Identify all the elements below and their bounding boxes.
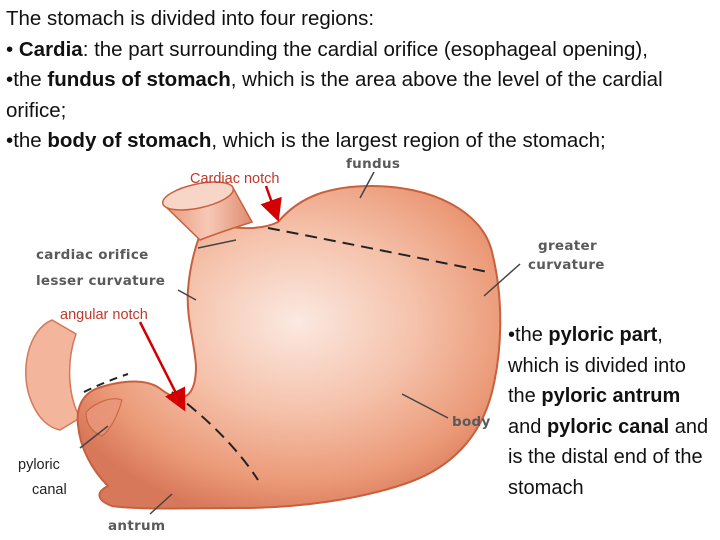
stomach-shape [78,186,501,509]
pyloric-text-1: , which is divided into the [508,324,686,407]
term-cardia: Cardia [18,37,83,61]
bullet-body: •the body of stomach, which is the largest region of the stomach; [6,129,606,152]
intro-heading: The stomach is divided into four regions: [6,7,375,30]
term-body: body of stomach [47,129,212,152]
body-description: , which is the largest region of the stomach; [211,129,606,152]
label-lesser-curvature: lesser curvature [36,273,166,289]
pyloric-text-2: and [508,415,547,438]
label-cardiac-orifice: cardiac orifice [36,247,149,263]
pyloric-text-3: and is the distal end of the stomach [508,415,709,499]
term-fundus: fundus of stomach [47,68,231,91]
term-pyloric-antrum: pyloric antrum [541,385,681,407]
term-pyloric-part: pyloric part [548,324,658,346]
term-pyloric-canal: pyloric canal [546,415,670,438]
label-angular-notch: angular notch [60,307,148,323]
fundus-prefix: the [13,68,48,91]
label-fundus: fundus [346,156,401,172]
fundus-description: , which is the area above the level of the cardial orifice; [6,68,663,122]
bullet-fundus: •the fundus of stomach, which is the area above the level of the cardial orifice; [6,68,663,122]
pyloric-part-text: •the pyloric part, which is divided into the pyloric antrum and pyloric canal and is the distal end of the stomach [508,324,709,499]
cardia-description: : the part surrounding the cardial orifice (esophageal opening), [82,37,648,61]
label-curvature: curvature [528,257,605,273]
label-greater: greater [538,238,597,254]
pyloric-prefix: the [515,324,549,346]
label-body: body [452,414,491,430]
arrow-cardiac-notch [266,186,277,217]
label-pyloric: pyloric [18,457,60,473]
body-prefix: the [13,129,48,152]
bullet-cardia: • Cardia: the part surrounding the cardial orifice (esophageal opening), [6,37,648,61]
label-antrum: antrum [108,518,166,534]
duodenum-shape [26,320,80,430]
label-cardiac-notch: Cardiac notch [190,171,280,187]
label-canal: canal [32,482,67,498]
